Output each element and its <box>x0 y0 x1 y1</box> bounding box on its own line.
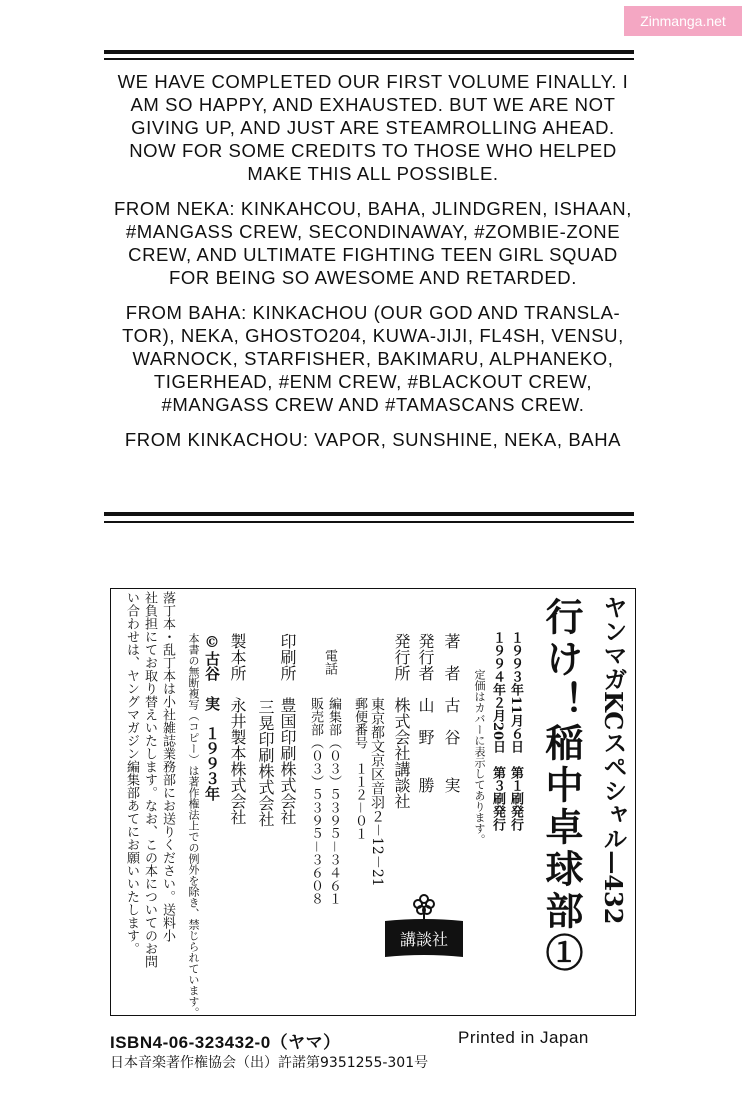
printed-in-japan: Printed in Japan <box>458 1028 589 1047</box>
credits-text <box>108 70 638 463</box>
logo-text: 講談社 <box>399 930 449 949</box>
credits-para-1: WE HAVE COMPLETED OUR FIRST VOLUME FINALLY. I AM SO HAPPY, AND EXHAUSTED. BUT WE ARE NOT GIVING UP, AND JUST ARE STEAMROLLING AHEAD. NOW FOR SOME CREDITS TO THOSE WHO HELPED MAKE THIS ALL POSSIBLE. <box>117 71 629 184</box>
isbn: ISBN4-06-323432-0（ヤマ） <box>110 1033 341 1052</box>
book-title: 行け！稲中卓球部① <box>539 597 584 975</box>
bottom-rule-thick <box>104 512 634 516</box>
copy-notice: 本書の無断複写（コピー）は著作権法上での例外を除き、禁じられています。 <box>187 633 200 1018</box>
postal-code: 郵便番号 １１２－０１ <box>352 697 367 841</box>
credits-para-4: FROM KINKACHOU: VAPOR, SUNSHINE, NEKA, BAHA <box>124 429 622 450</box>
logo-shape <box>383 891 465 965</box>
watermark: Zinmanga.net <box>624 6 742 36</box>
price-notice: 定価はカバーに表示してあります。 <box>473 669 486 845</box>
printer: 印刷所 豊国印刷株式会社 <box>278 633 297 825</box>
series-name: ヤンマガKCスペシャル—432 <box>599 595 628 925</box>
credits-para-2: FROM NEKA: KINKAHCOU, BAHA, JLINDGREN, ISHAAN, #MANGASS CREW, SECONDINAWAY, #ZOMBIE-ZONE CREW, AND ULTIMATE FIGHTING TEEN GIRL SQUAD FOR BEING SO AWESOME AND RETARDED. <box>114 198 632 288</box>
tel-sales: 販売部（０３）５３９５－３６０８ <box>308 697 323 906</box>
address: 東京都文京区音羽２－12－21 <box>369 697 385 887</box>
notice-line-3: い合わせは、ヤングマガジン編集部あてにお願いいたします。 <box>124 591 139 955</box>
edition-date-1: １９９３年11月６日 第１刷発行 <box>508 631 523 832</box>
credits-para-3: FROM BAHA: KINKACHOU (OUR GOD AND TRANSLA-TOR), NEKA, GHOSTO204, KUWA-JIJI, FL4SH, VENSU, WARNOCK, STARFISHER, BAKIMARU, ALPHANEKO, TIGERHEAD, #ENM CREW, #BLACKOUT CREW, #MANGASS CREW AND #TAMASCANS CREW. <box>122 302 624 415</box>
publisher-company: 発行所 株式会社講談社 <box>392 633 411 809</box>
bottom-rule-thin <box>104 521 634 523</box>
kodansha-logo <box>383 891 465 965</box>
top-rule-thick <box>104 50 634 54</box>
publisher-person: 発行者 山 野 勝 <box>416 633 435 793</box>
author-line: 著 者 古 谷 実 <box>442 633 461 793</box>
colophon-box <box>110 588 636 1016</box>
copyright: ©古谷 実 １９９３年 <box>203 633 221 801</box>
tel-editorial: 編集部（０３）５３９５－３４６１ <box>326 697 341 906</box>
notice-line-1: 落丁本・乱丁本は小社雑誌業務部にお送りください。送料小 <box>160 591 175 942</box>
binder: 製本所 永井製本株式会社 <box>228 633 247 825</box>
notice-line-2: 社負担にてお取り替えいたします。なお、この本についてのお問 <box>142 591 157 968</box>
flower-icon <box>414 895 434 921</box>
jasrac-notice: 日本音楽著作権協会（出）許諾第9351255-301号 <box>110 1055 429 1071</box>
edition-date-2: １９９４年２月20日 第３刷発行 <box>490 631 505 832</box>
tel-label: 電話 <box>322 649 337 675</box>
printer-2: 三晃印刷株式会社 <box>256 699 275 827</box>
top-rule-thin <box>104 58 634 60</box>
